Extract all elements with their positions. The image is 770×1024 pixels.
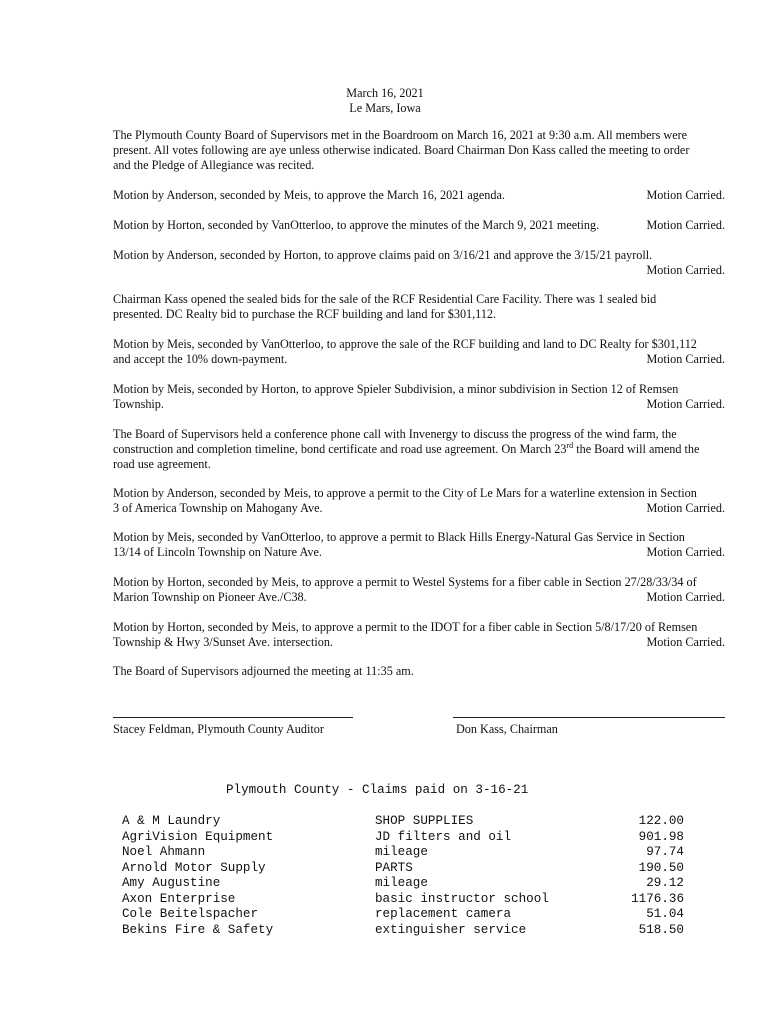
signature-block xyxy=(113,708,725,748)
motion-westel xyxy=(113,575,725,605)
claim-row xyxy=(122,892,690,908)
claim-amount: 51.04 xyxy=(646,907,684,921)
meeting-date: March 16, 2021 xyxy=(346,86,424,100)
claim-vendor: A & M Laundry xyxy=(122,814,221,828)
call-text: construction and completion timeline, bond certificate and road use agreement. On March 23 xyxy=(113,442,567,456)
motion-agenda xyxy=(113,188,725,203)
claim-amount: 29.12 xyxy=(646,876,684,890)
claim-row xyxy=(122,830,690,846)
motion-text: Motion by Anderson, seconded by Horton, to approve claims paid on 3/16/21 and approve the 3/15/21 payroll. xyxy=(113,248,653,262)
motion-text: Motion by Horton, seconded by Meis, to approve a permit to Westel Systems for a fiber cable in Section 27/28/33/34 of xyxy=(113,575,697,589)
motion-text: and accept the 10% down-payment. xyxy=(113,352,288,366)
chairman-name: Don Kass, Chairman xyxy=(456,722,558,736)
motion-text: Marion Township on Pioneer Ave./C38. xyxy=(113,590,307,604)
motion-minutes xyxy=(113,218,725,233)
claim-description: SHOP SUPPLIES xyxy=(375,814,474,828)
claims-list xyxy=(122,814,690,938)
motion-result: Motion Carried. xyxy=(646,397,725,411)
claim-description: mileage xyxy=(375,845,428,859)
auditor-signature xyxy=(113,708,353,737)
motion-result: Motion Carried. xyxy=(646,545,725,559)
motion-claims xyxy=(113,248,725,278)
claim-description: PARTS xyxy=(375,860,413,875)
document-header xyxy=(0,86,770,116)
intro-paragraph xyxy=(113,128,725,173)
claim-amount: 901.98 xyxy=(638,829,684,844)
claim-amount: 518.50 xyxy=(638,922,684,937)
bids-line: Chairman Kass opened the sealed bids for the sale of the RCF Residential Care Facility. There was 1 sealed bid xyxy=(113,292,657,306)
claim-amount: 97.74 xyxy=(646,845,684,859)
motion-subdivision xyxy=(113,382,725,412)
motion-text: 3 of America Township on Mahogany Ave. xyxy=(113,501,323,515)
claim-row xyxy=(122,907,690,923)
motion-result: Motion Carried. xyxy=(646,218,725,232)
call-line: road use agreement. xyxy=(113,457,211,471)
motion-text: Motion by Anderson, seconded by Meis, to approve a permit to the City of Le Mars for a waterline extension in Section xyxy=(113,486,697,500)
claim-description: replacement camera xyxy=(375,907,512,921)
intro-line: present. All votes following are aye unless otherwise indicated. Board Chairman Don Kass called the meeting to order xyxy=(113,143,690,157)
claim-row xyxy=(122,861,690,877)
motion-text: Motion by Anderson, seconded by Meis, to approve the March 16, 2021 agenda. xyxy=(113,188,505,202)
motion-result: Motion Carried. xyxy=(646,352,725,366)
motion-text: Township & Hwy 3/Sunset Ave. intersection. xyxy=(113,635,333,649)
claim-row xyxy=(122,923,690,939)
meeting-location: Le Mars, Iowa xyxy=(349,101,421,115)
claim-vendor: Axon Enterprise xyxy=(122,891,236,906)
motion-text: Motion by Meis, seconded by VanOtterloo, to approve a permit to Black Hills Energy-Natural Gas Service in Section xyxy=(113,530,685,544)
claim-vendor: Cole Beitelspacher xyxy=(122,907,259,921)
motion-result: Motion Carried. xyxy=(646,263,725,277)
motion-rcf-sale xyxy=(113,337,725,367)
claim-vendor: Bekins Fire & Safety xyxy=(122,922,274,937)
claim-row xyxy=(122,814,690,830)
intro-line: and the Pledge of Allegiance was recited. xyxy=(113,158,315,172)
claim-row xyxy=(122,876,690,892)
motion-idot xyxy=(113,620,725,650)
motion-text: Motion by Meis, seconded by VanOtterloo, to approve the sale of the RCF building and land to DC Realty for $301,112 xyxy=(113,337,697,351)
motion-text: Motion by Horton, seconded by VanOtterloo, to approve the minutes of the March 9, 2021 meeting. xyxy=(113,218,600,232)
call-line: The Board of Supervisors held a conference phone call with Invenergy to discuss the progress of the wind farm, the xyxy=(113,427,677,441)
adjourn-text: The Board of Supervisors adjourned the meeting at 11:35 am. xyxy=(113,664,414,678)
signature-line xyxy=(113,708,353,718)
claim-description: JD filters and oil xyxy=(375,829,512,844)
motion-text: 13/14 of Lincoln Township on Nature Ave. xyxy=(113,545,322,559)
claim-description: mileage xyxy=(375,876,428,890)
motion-text: Motion by Horton, seconded by Meis, to approve a permit to the IDOT for a fiber cable in Section 5/8/17/20 of Remsen xyxy=(113,620,698,634)
call-line xyxy=(113,442,725,457)
signature-line xyxy=(453,708,725,718)
bids-paragraph xyxy=(113,292,725,322)
intro-line: The Plymouth County Board of Supervisors met in the Boardroom on March 16, 2021 at 9:30 a.m. All members were xyxy=(113,128,688,142)
motion-result: Motion Carried. xyxy=(646,188,725,202)
adjournment xyxy=(113,664,725,679)
motion-result: Motion Carried. xyxy=(646,590,725,604)
claim-vendor: Arnold Motor Supply xyxy=(122,860,266,875)
bids-line: presented. DC Realty bid to purchase the RCF building and land for $301,112. xyxy=(113,307,497,321)
motion-text: Motion by Meis, seconded by Horton, to approve Spieler Subdivision, a minor subdivision in Section 12 of Remsen xyxy=(113,382,679,396)
claims-title: Plymouth County - Claims paid on 3-16-21 xyxy=(226,783,529,797)
conference-call-paragraph xyxy=(113,427,725,472)
claim-description: basic instructor school xyxy=(375,891,549,906)
claim-row xyxy=(122,845,690,861)
claim-amount: 1176.36 xyxy=(631,891,684,906)
chairman-signature xyxy=(453,708,725,737)
motion-result: Motion Carried. xyxy=(646,501,725,515)
claim-description: extinguisher service xyxy=(375,922,527,937)
motion-text: Township. xyxy=(113,397,164,411)
claim-vendor: Noel Ahmann xyxy=(122,845,206,859)
claim-vendor: AgriVision Equipment xyxy=(122,829,274,844)
claim-vendor: Amy Augustine xyxy=(122,876,221,890)
auditor-name: Stacey Feldman, Plymouth County Auditor xyxy=(113,722,324,736)
ordinal-suffix: rd xyxy=(566,440,574,450)
claim-amount: 122.00 xyxy=(638,814,684,828)
claim-amount: 190.50 xyxy=(638,860,684,875)
call-text: the Board will amend the xyxy=(573,442,700,456)
motion-waterline xyxy=(113,486,725,516)
motion-gas-service xyxy=(113,530,725,560)
motion-result: Motion Carried. xyxy=(646,635,725,649)
